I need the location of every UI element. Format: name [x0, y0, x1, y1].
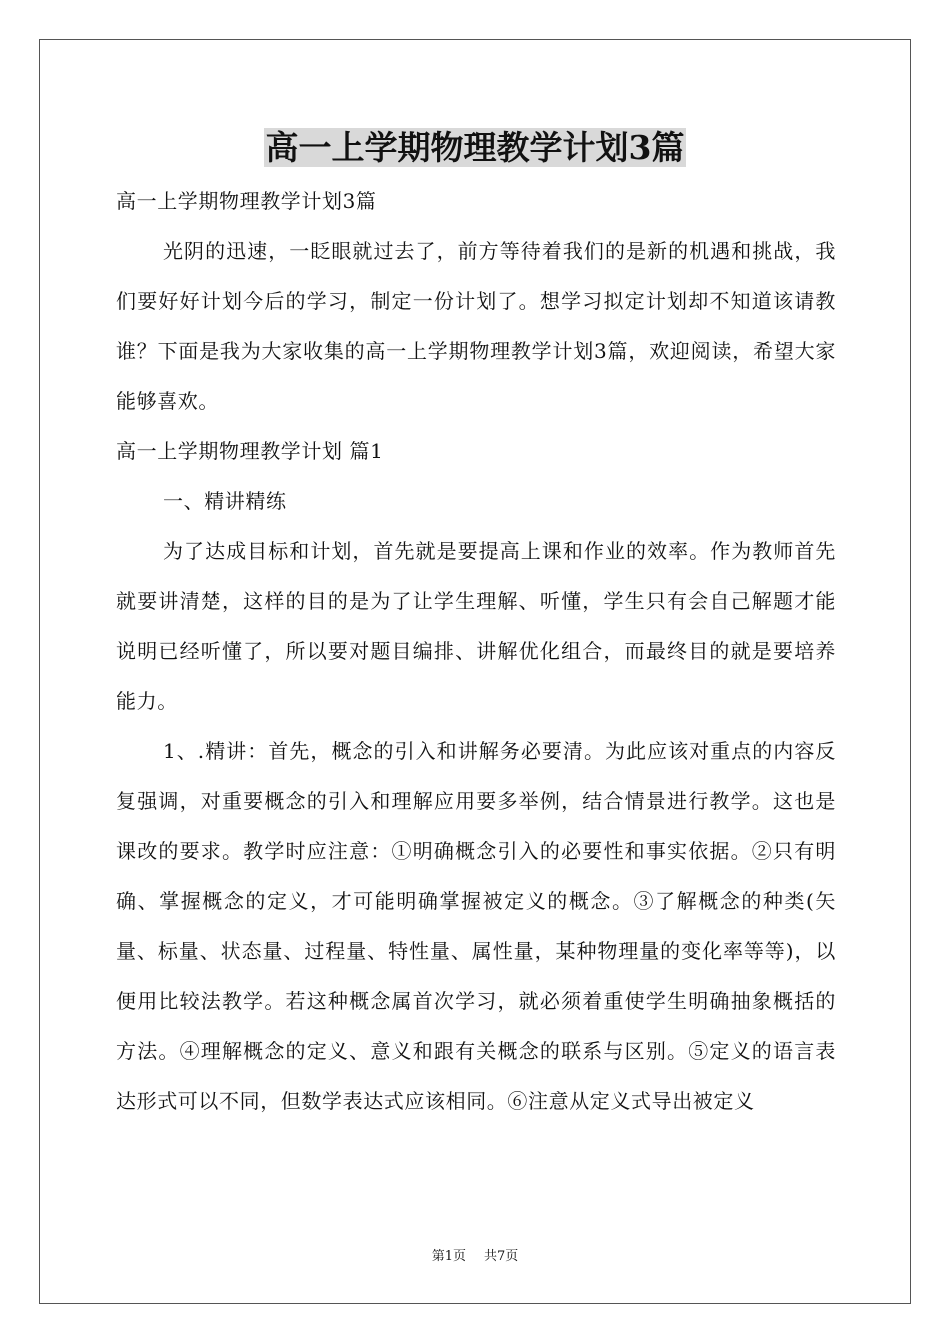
paragraph-concepts: 1、.精讲：首先，概念的引入和讲解务必要清。为此应该对重点的内容反复强调，对重要概念的引入和理解应用要多举例，结合情景进行教学。这也是课改的要求。教学时应注意：①明确概念引入的必要性和事实依据。②只有明确、掌握概念的定义，才可能明确掌握被定义的概念。③了解概念的种类(矢量、标量、状态量、过程量、特性量、属性量，某种物理量的变化率等等)，以便用比较法教学。若这种概念属首次学习，就必须着重使学生明确抽象概括的方法。④理解概念的定义、意义和跟有关概念的联系与区别。⑤定义的语言表达形式可以不同，但数学表达式应该相同。⑥注意从定义式导出被定义: [116, 739, 836, 1113]
document-title-text: 高一上学期物理教学计划3篇: [265, 128, 685, 167]
paragraph-intro: 光阴的迅速，一眨眼就过去了，前方等待着我们的是新的机遇和挑战，我们要好好计划今后的学习，制定一份计划了。想学习拟定计划却不知道该请教谁？下面是我为大家收集的高一上学期物理教学计划3篇，欢迎阅读，希望大家能够喜欢。: [116, 239, 836, 413]
page-footer: [0, 1248, 950, 1266]
section-heading-1: 高一上学期物理教学计划 篇1: [116, 439, 384, 463]
subheading-1: 一、精讲精练: [163, 489, 287, 513]
document-body: [116, 176, 836, 1126]
paragraph-goal: 为了达成目标和计划，首先就是要提高上课和作业的效率。作为教师首先就要讲清楚，这样的目的是为了让学生理解、听懂，学生只有会自己解题才能说明已经听懂了，所以要对题目编排、讲解优化组合，而最终目的就是要培养能力。: [116, 539, 836, 713]
document-title: [0, 124, 950, 172]
page-number: 第1页: [431, 1249, 466, 1264]
paragraph-subtitle: 高一上学期物理教学计划3篇: [116, 189, 377, 213]
page-total: 共7页: [484, 1249, 519, 1264]
